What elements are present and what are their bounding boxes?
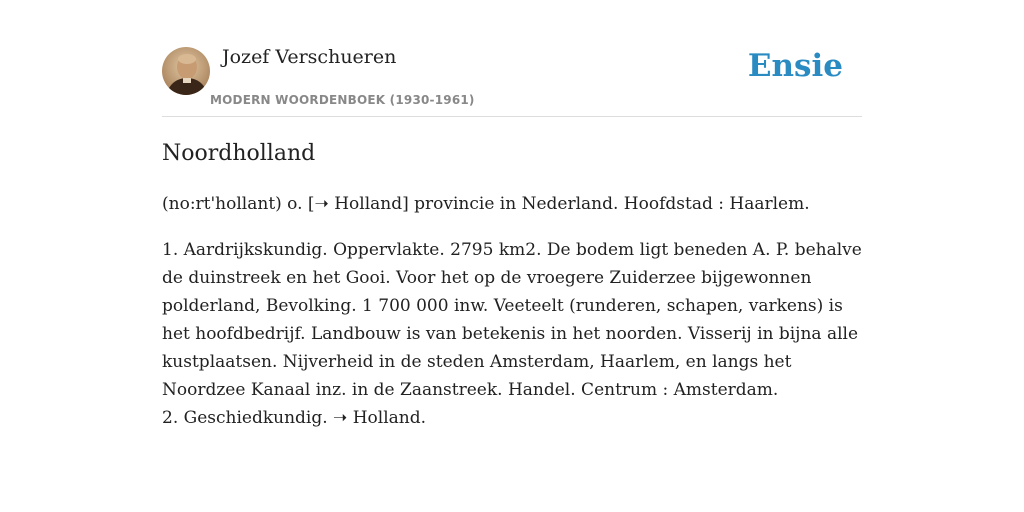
author-name[interactable]: Jozef Verschueren: [222, 46, 397, 68]
body-line: de duinstreek en het Gooi. Voor het op de vroegere Zuiderzee bijgewonnen: [162, 268, 812, 288]
entry-pronunciation: (no:rt'hollant) o. [➝ Holland] provincie in Nederland. Hoofdstad : Haarlem.: [162, 194, 810, 214]
body-line: 2. Geschiedkundig. ➝ Holland.: [162, 408, 426, 428]
body-line: het hoofdbedrijf. Landbouw is van betekenis in het noorden. Visserij in bijna alle: [162, 324, 859, 344]
author-avatar[interactable]: [162, 47, 210, 95]
source-label: MODERN WOORDENBOEK (1930-1961): [210, 93, 475, 107]
author-portrait-icon: [162, 47, 210, 95]
entry-body: [162, 236, 862, 432]
brand-logo[interactable]: Ensie: [747, 48, 843, 84]
entry-content: [162, 138, 862, 432]
body-line: polderland, Bevolking. 1 700 000 inw. Veeteelt (runderen, schapen, varkens) is: [162, 296, 843, 316]
body-line: 1. Aardrijkskundig. Oppervlakte. 2795 km2. De bodem ligt beneden A. P. behalve: [162, 240, 862, 260]
entry-title: Noordholland: [162, 141, 316, 166]
body-line: kustplaatsen. Nijverheid in de steden Amsterdam, Haarlem, en langs het: [162, 352, 792, 372]
body-line: Noordzee Kanaal inz. in de Zaanstreek. Handel. Centrum : Amsterdam.: [162, 380, 779, 400]
page-header: [162, 44, 862, 117]
